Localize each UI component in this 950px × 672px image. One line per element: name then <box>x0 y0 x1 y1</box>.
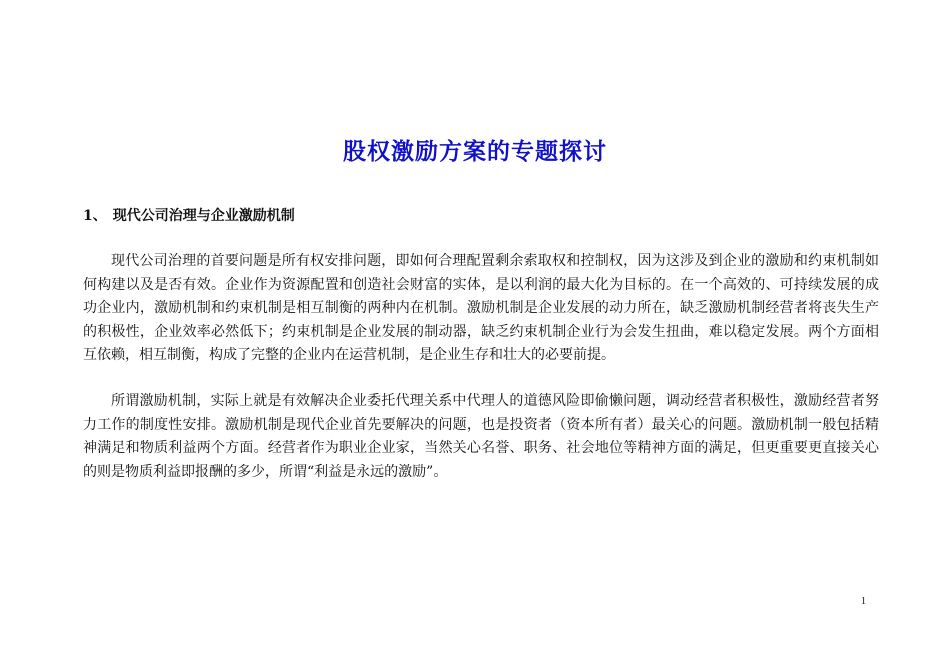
paragraph-2: 所谓激励机制，实际上就是有效解决企业委托代理关系中代理人的道德风险即偷懒问题，调动经营者积极性，激励经营者努力工作的制度性安排。激励机制是现代企业首先要解决的问题，也是投资者（资本所有者）最关心的问题。激励机制一般包括精神满足和物质利益两个方面。经营者作为职业企业家，当然关心名誉、职务、社会地位等精神方面的满足，但更重要更直接关心的则是物质利益即报酬的多少，所谓“利益是永远的激励”。 <box>83 393 879 480</box>
section-heading <box>83 205 295 227</box>
paragraph-1: 现代公司治理的首要问题是所有权安排问题，即如何合理配置剩余索取权和控制权，因为这涉及到企业的激励和约束机制如何构建以及是否有效。企业作为资源配置和创造社会财富的实体，是以利润的最大化为目标的。在一个高效的、可持续发展的成功企业内，激励机制和约束机制是相互制衡的两种内在机制。激励机制是企业发展的动力所在，缺乏激励机制经营者将丧失生产的积极性，企业效率必然低下；约束机制是企业发展的制动器，缺乏约束机制企业行为会发生扭曲，难以稳定发展。两个方面相互依赖，相互制衡，构成了完整的企业内在运营机制，是企业生存和壮大的必要前提。 <box>83 253 879 363</box>
page-number: 1 <box>861 596 866 607</box>
section-heading-text: 现代公司治理与企业激励机制 <box>112 208 295 224</box>
document-title: 股权激励方案的专题探讨 <box>343 138 607 165</box>
section-number: 1、 <box>83 208 107 224</box>
